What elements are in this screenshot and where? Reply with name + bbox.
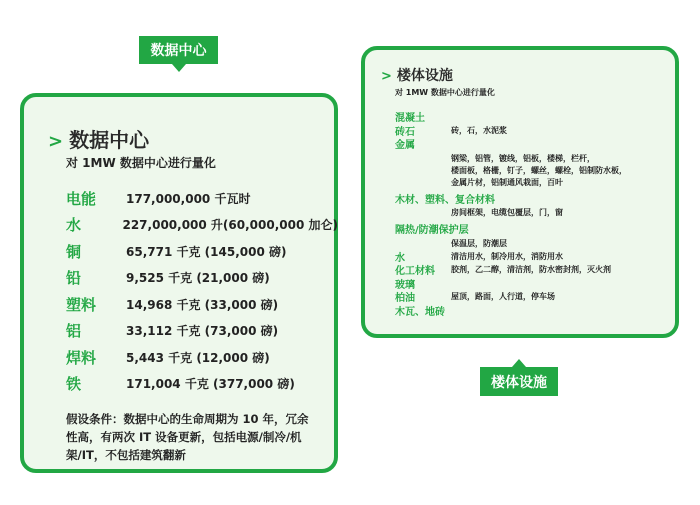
resource-row — [66, 238, 338, 265]
chevron-right-icon: > — [48, 131, 64, 152]
material-value: 清洁用水，制冷用水，消防用水 — [451, 251, 563, 261]
note-line: 架/IT，不包括建筑翻新 — [66, 448, 186, 462]
material-label: 木瓦、地砖 — [395, 306, 445, 318]
resource-row — [66, 371, 338, 398]
insulation-detail — [395, 236, 675, 250]
chevron-right-icon: > — [381, 69, 392, 84]
resource-value: 171,004 千克 (377,000 磅) — [126, 377, 295, 392]
data-center-title-text: 数据中心 — [69, 128, 150, 152]
resource-label: 塑料 — [66, 295, 97, 314]
data-center-card — [20, 93, 338, 473]
note-line: 假设条件：数据中心的生命周期为 10 年，冗余 — [66, 412, 309, 426]
detail-line: 楼面板，格栅，钉子，螺丝，螺栓，铝制防水板， — [451, 165, 627, 175]
resource-list — [66, 185, 338, 397]
material-row — [395, 277, 675, 291]
material-row — [395, 110, 675, 124]
material-label: 化工材料 — [395, 266, 435, 278]
resource-value: 14,968 千克 (33,000 磅) — [126, 297, 279, 312]
resource-value: 5,443 千克 (12,000 磅) — [126, 350, 270, 365]
resource-row — [66, 185, 338, 212]
resource-label: 铝 — [66, 322, 82, 341]
material-label: 隔热/防潮保护层 — [395, 225, 469, 237]
data-center-subtitle: 对 1MW 数据中心进行量化 — [66, 156, 216, 170]
resource-row — [66, 344, 338, 371]
resource-label: 铜 — [66, 242, 82, 261]
material-value: 砖，石，水泥浆 — [451, 125, 507, 135]
note-line: 性高，有两次 IT 设备更新，包括电源/制冷/机 — [66, 430, 302, 444]
material-row — [395, 124, 675, 138]
resource-value: 65,771 千克 (145,000 磅) — [126, 244, 287, 259]
material-row — [395, 250, 675, 264]
material-row — [395, 304, 675, 318]
data-center-tag: 数据中心 — [139, 36, 218, 64]
material-value: 屋顶，路面，人行道，停车场 — [451, 292, 555, 302]
metal-detail — [395, 151, 675, 189]
material-label: 木材、塑料、复合材料 — [395, 194, 495, 206]
material-label: 混凝土 — [395, 113, 425, 125]
resource-row — [66, 291, 338, 318]
material-label: 玻璃 — [395, 279, 415, 291]
building-card — [361, 46, 679, 338]
resource-label: 电能 — [66, 189, 97, 208]
resource-row — [66, 212, 338, 239]
building-tag: 楼体设施 — [480, 367, 558, 396]
resource-row — [66, 318, 338, 345]
material-row — [395, 222, 675, 236]
building-material-list — [395, 110, 675, 317]
detail-line: 金属片材，铝制通风栽面，百叶 — [451, 177, 563, 187]
resource-value: 33,112 千克 (73,000 磅) — [126, 324, 279, 339]
resource-row — [66, 265, 338, 292]
resource-value: 9,525 千克 (21,000 磅) — [126, 271, 270, 286]
resource-value: 227,000,000 升(60,000,000 加仑) — [122, 218, 338, 233]
building-subtitle: 对 1MW 数据中心进行量化 — [395, 88, 495, 97]
resource-value: 177,000,000 千瓦时 — [126, 191, 251, 206]
material-label: 柏油 — [395, 293, 415, 305]
detail-line: 房间框架，电缆包覆层，门，窗 — [451, 208, 563, 217]
wood-detail — [395, 205, 675, 219]
material-label: 金属 — [395, 140, 415, 152]
material-label: 水 — [395, 252, 405, 264]
material-value: 胶剂，乙二醇，清洁剂，防水密封剂，灭火剂 — [451, 265, 611, 275]
building-title — [381, 65, 453, 85]
resource-label: 水 — [66, 216, 82, 235]
material-row — [395, 137, 675, 151]
resource-label: 铁 — [66, 375, 82, 394]
detail-line: 钢梁，铝管，镀线，铝板，楼梯，栏杆， — [451, 153, 595, 163]
data-center-title — [48, 124, 149, 153]
material-row — [395, 263, 675, 277]
resource-label: 焊料 — [66, 348, 97, 367]
building-title-text: 楼体设施 — [396, 68, 453, 84]
material-label: 砖石 — [395, 126, 415, 138]
material-row — [395, 192, 675, 206]
assumption-note — [66, 410, 326, 464]
material-row — [395, 290, 675, 304]
resource-label: 铅 — [66, 269, 82, 288]
detail-line: 保温层，防潮层 — [451, 238, 507, 248]
